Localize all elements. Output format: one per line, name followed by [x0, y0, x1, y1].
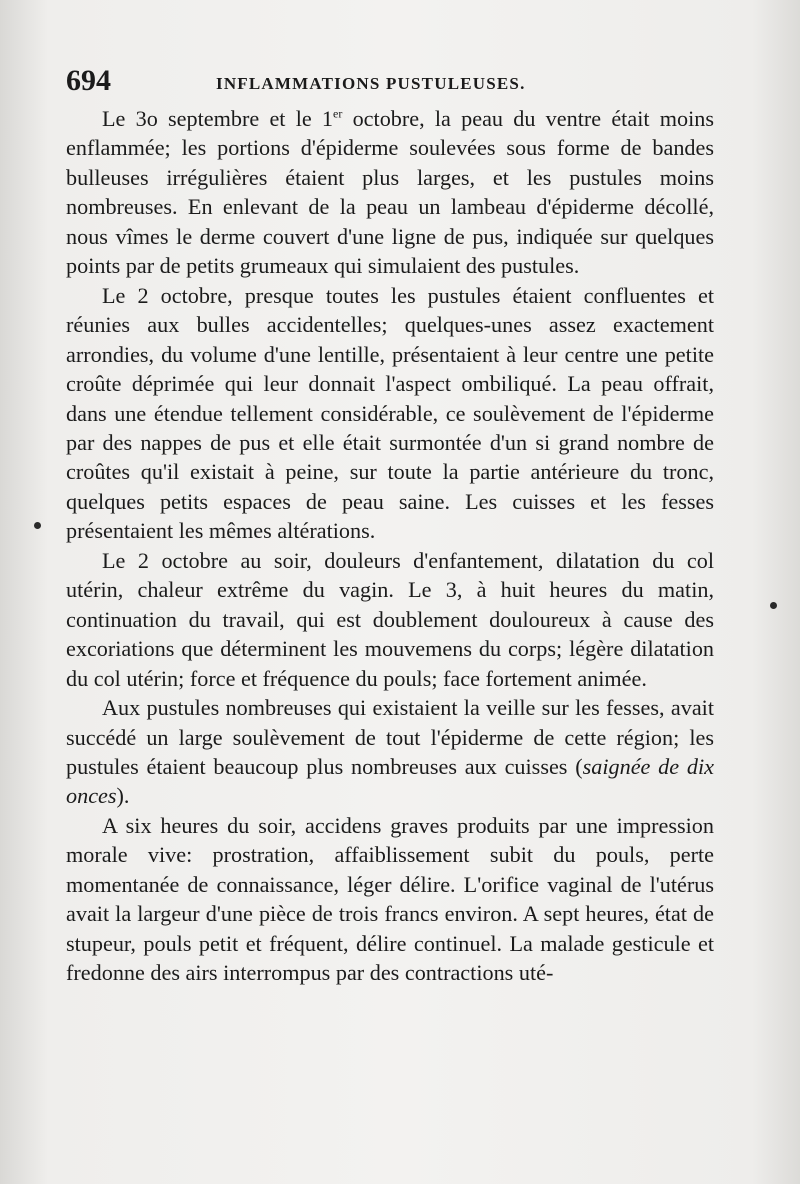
page-header	[66, 64, 756, 104]
paragraph-4: Aux pustules nombreuses qui existaient la veille sur les fesses, avait succédé un large soulèvement de tout l'épiderme de cette région; les pustules étaient beaucoup plus nombreuses aux cuisses (saignée de dix onces).	[66, 695, 714, 809]
paragraph-5: A six heures du soir, accidens graves produits par une impression morale vive: prostration, affaiblissement subit du pouls, perte momentanée de connaissance, léger délire. L'orifice vaginal de l'utérus avait la largeur d'une pièce de trois francs environ. A sept heures, état de stupeur, pouls petit et fréquent, délire continuel. La malade gesticule et fredonne des airs interrompus par des contractions uté-	[66, 812, 714, 986]
running-title: INFLAMMATIONS PUSTULEUSES.	[216, 74, 526, 93]
page-number: 694	[66, 64, 111, 97]
page-body	[66, 104, 714, 988]
paragraph-3: Le 2 octobre au soir, douleurs d'enfantement, dilatation du col utérin, chaleur extrême du vagin. Le 3, à huit heures du matin, continuation du travail, qui est doublement douloureux à cause des excoriations que déterminent les mouvemens du corps; légère dilatation du col utérin; force et fréquence du pouls; face fortement animée.	[66, 547, 714, 691]
page-speck	[770, 602, 777, 609]
page-speck	[34, 522, 41, 529]
paragraph-2: Le 2 octobre, presque toutes les pustules étaient confluentes et réunies aux bulles accidentelles; quelques-unes assez exactement arrondies, du volume d'une lentille, présentaient à leur centre une petite croûte déprimée qui leur donnait l'aspect ombiliqué. La peau offrait, dans une étendue tellement considérable, ce soulèvement de l'épiderme par des nappes de pus et elle était surmontée d'un si grand nombre de croûtes qu'il existait à peine, sur toute la partie antérieure du tronc, quelques petits espaces de peau saine. Les cuisses et les fesses présentaient les mêmes altérations.	[66, 282, 714, 544]
paragraph-1: Le 3o septembre et le 1er octobre, la peau du ventre était moins enflammée; les portions d'épiderme soulevées sous forme de bandes bulleuses irrégulières étaient plus larges, et les pustules moins nombreuses. En enlevant de la peau un lambeau d'épiderme décollé, nous vîmes le derme couvert d'une ligne de pus, indiquée sur quelques points par de petits grumeaux qui simulaient des pustules.	[66, 106, 714, 279]
